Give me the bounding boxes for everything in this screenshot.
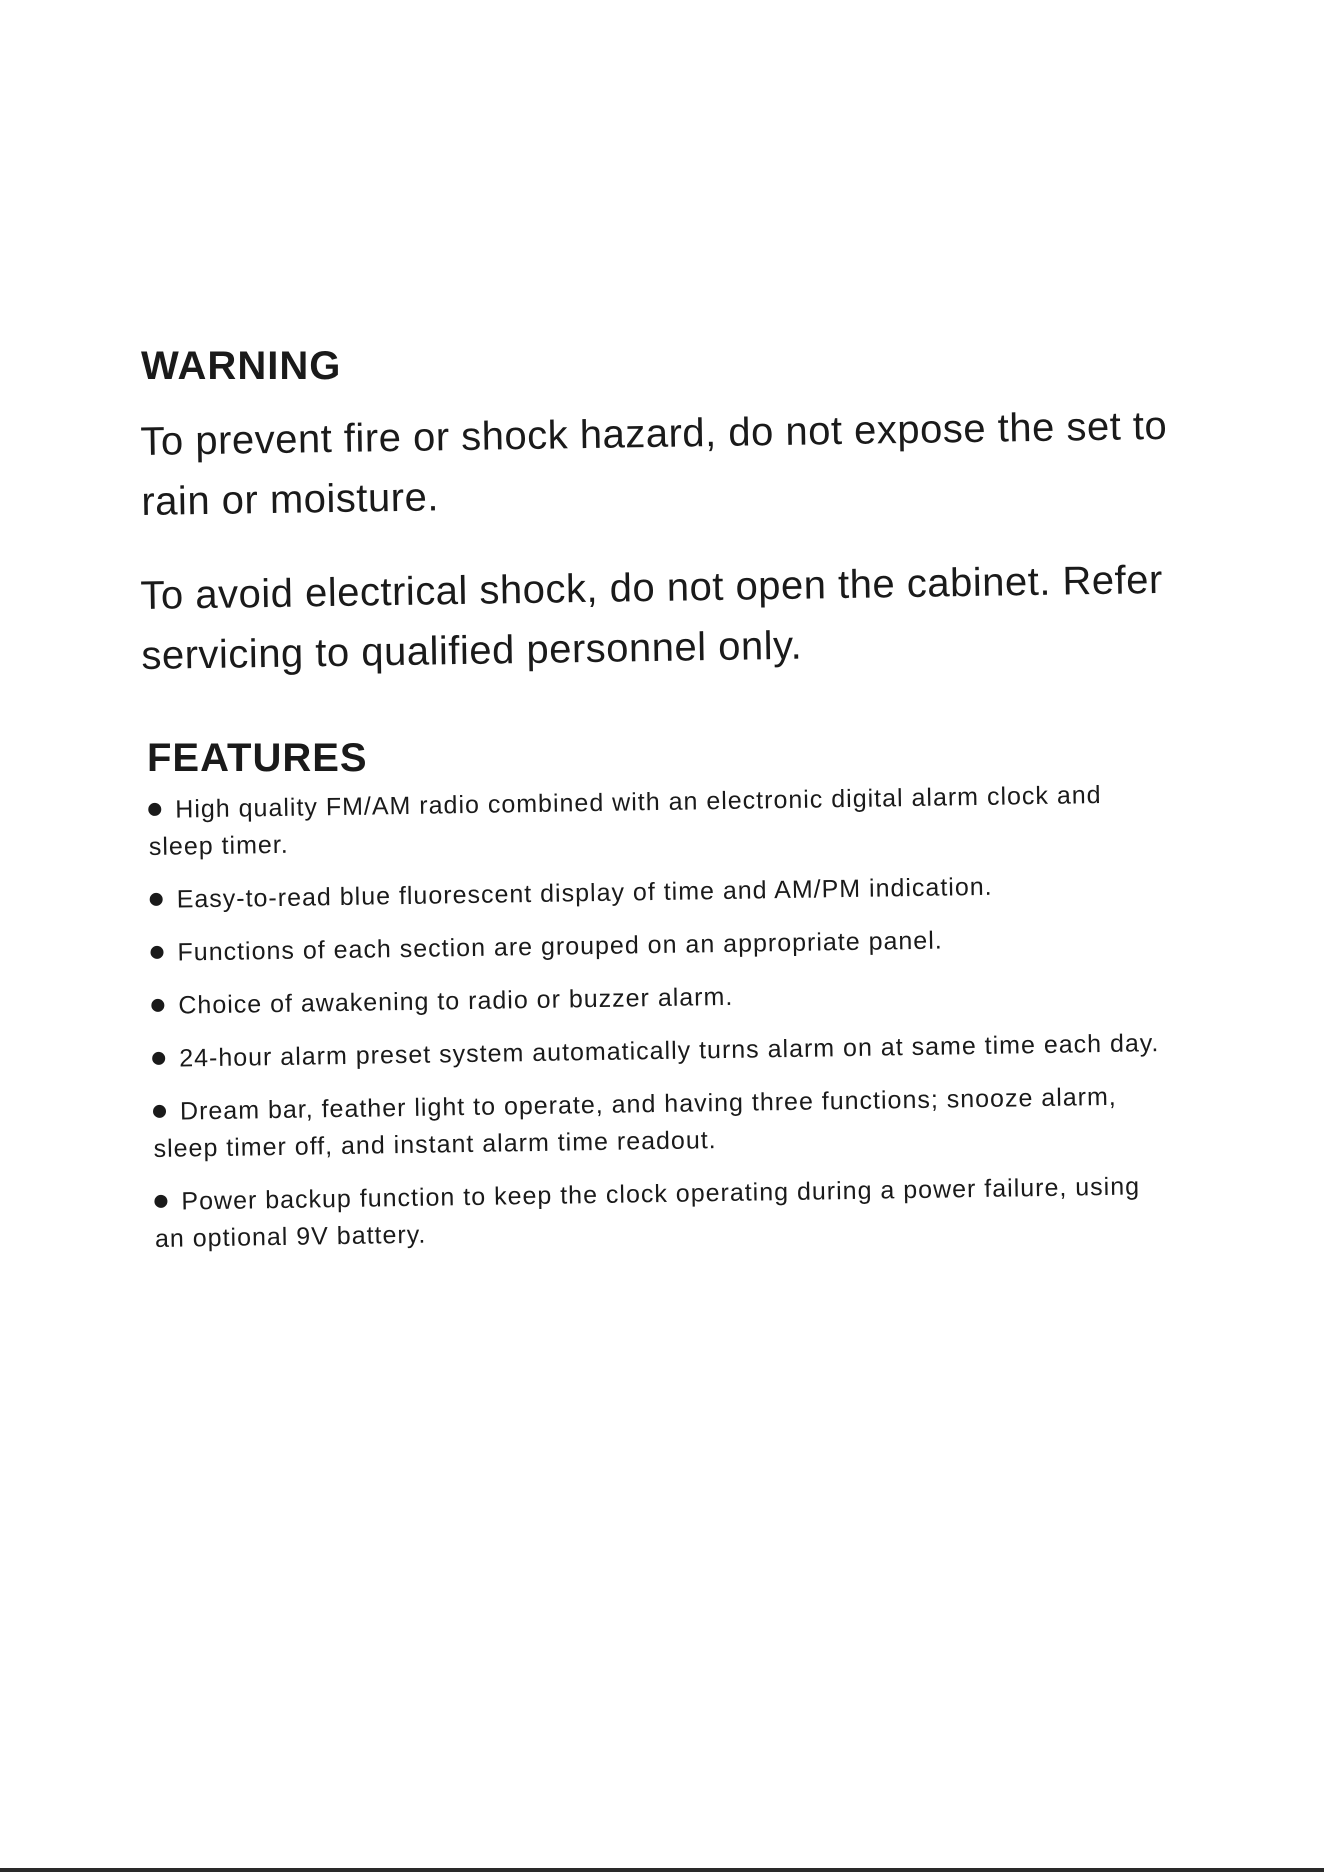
features-list bbox=[148, 776, 1175, 1274]
feature-text: Choice of awakening to radio or buzzer alarm. bbox=[178, 982, 734, 1020]
feature-text: Dream bar, feather light to operate, and having three functions; snooze alarm, sleep timer off, and instant alarm time readout. bbox=[153, 1082, 1117, 1163]
list-item bbox=[152, 1025, 1172, 1078]
list-item bbox=[150, 919, 1170, 972]
warning-paragraph: To avoid electrical shock, do not open the cabinet. Refer servicing to qualified personnel only. bbox=[140, 557, 1164, 678]
features-heading: FEATURES bbox=[147, 736, 368, 780]
bullet-icon bbox=[151, 999, 164, 1012]
bullet-icon bbox=[154, 1195, 167, 1208]
bullet-icon bbox=[150, 946, 163, 959]
feature-text: High quality FM/AM radio combined with an electronic digital alarm clock and sleep timer. bbox=[148, 781, 1102, 861]
page-bottom-edge bbox=[0, 1868, 1324, 1872]
list-item bbox=[154, 1168, 1175, 1258]
warning-paragraph: To prevent fire or shock hazard, do not expose the set to rain or moisture. bbox=[140, 403, 1168, 524]
feature-text: 24-hour alarm preset system automatically turns alarm on at same time each day. bbox=[178, 1029, 1160, 1073]
list-item bbox=[151, 972, 1171, 1025]
bullet-icon bbox=[148, 803, 161, 816]
list-item bbox=[153, 1078, 1174, 1168]
bullet-icon bbox=[153, 1105, 166, 1118]
feature-text: Functions of each section are grouped on an appropriate panel. bbox=[177, 926, 943, 967]
feature-text: Power backup function to keep the clock operating during a power failure, using an optional 9V battery. bbox=[154, 1172, 1141, 1253]
bullet-icon bbox=[152, 1052, 165, 1065]
feature-text: Easy-to-read blue fluorescent display of time and AM/PM indication. bbox=[176, 872, 993, 914]
bullet-icon bbox=[150, 893, 163, 906]
list-item bbox=[148, 776, 1169, 866]
list-item bbox=[149, 866, 1169, 919]
warning-heading: WARNING bbox=[141, 344, 342, 388]
